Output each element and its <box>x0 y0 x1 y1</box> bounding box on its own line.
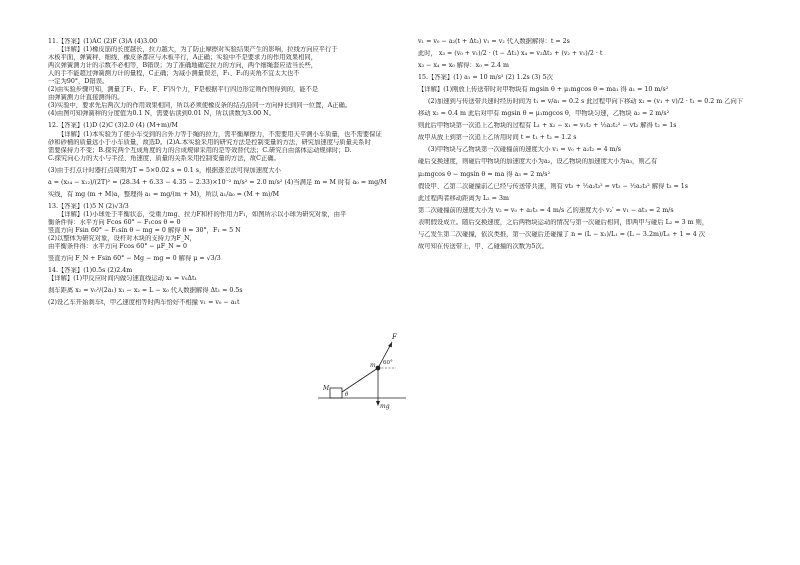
q13-line: 由平衡条件得：水平方向 Fcos 60° − μF_N = 0 <box>48 243 188 251</box>
rod-line <box>342 368 378 392</box>
question-12 <box>48 122 400 198</box>
q13-line: 【详解】(1)小球处于平衡状态，受重力mg、拉力F和杆的作用力F₁，如图所示以小球为研究对象，由平 <box>58 210 347 218</box>
q15-line: 此过程两者移动距离为 L₂ = 3m <box>418 194 509 202</box>
label-mg: mg <box>380 403 390 410</box>
q11-line: 木板平面，弹簧秤、细线、橡皮条都应与木板平行，A正确；实验中不是要求力的作用效果相同， <box>48 54 318 62</box>
q12-line: (3)由于打点计时器打点周期为T = 5×0.02 s = 0.1 s，根据逐差法可得加速度大小 <box>48 166 281 174</box>
q15-line: 故可知在传送带上，甲、乙碰撞的次数为5次。 <box>418 242 548 250</box>
block-M <box>330 388 342 398</box>
q15-line: μ₂mgcos θ − mgsin θ = ma 得 a₃ = 2 m/s² <box>418 170 551 178</box>
q14-line: 14.【答案】(1)0.5s (2)2.4m <box>48 267 133 275</box>
right-column <box>418 38 758 254</box>
force-F-arrowhead <box>388 342 392 347</box>
q11-line: 由弹簧测力计直接测得的。 <box>48 94 124 102</box>
q11-line: (4)由图可知弹簧秤的分度值为0.1 N，需要估读到0.01 N，所以读数为3.00 N。 <box>48 110 275 118</box>
q11-line: 11.【答案】(1)AC (2)F (3)A (4)3.00 <box>48 38 158 45</box>
q14b-line: x₃ − x₄ = x₀ 解得：x₀ = 2.4 m <box>418 62 510 70</box>
q11-line: 【详解】(1)橡皮筋的长度越长，拉力越大，为了防止摩擦对实验结果产生的影响，拉线方向应平行于 <box>58 46 338 54</box>
question-15 <box>418 74 758 251</box>
question-13 <box>48 203 400 263</box>
label-theta: θ <box>345 392 349 398</box>
q15-line: (2)加速到与传送带共速时经历时间为 t₁ = v/a₁ = 0.2 s 此过程甲向下移动 x₁ = (v₁ + v)/2 · t₁ = 0.2 m 乙向下 <box>428 98 744 106</box>
label-F: F <box>392 333 397 341</box>
q12-line: a = (x₃₄ − x₁₂)/(2T)² = (28.34 + 6.33 − 4.35 − 2.33)×10⁻² m/s² = 2.0 m/s² (4)当满足 m = M 时有 a₀ = mg/M <box>48 178 387 186</box>
left-column <box>48 38 400 310</box>
q15-line: 移动 x₂ = 0.4 m 此后对甲有 mgsin θ = μ₁mgcos θ，甲物块匀速，乙物块 a₂ = 2 m/s² <box>418 110 670 118</box>
q12-line: 需要保持力不变；B.探究两个互成角度的力的合成规律采用的是等效替代法；C.研究自由落体运动规律时；D. <box>48 146 352 154</box>
q12-line: 【详解】(1)本实验为了使小车受到的合外力等于绳的拉力，需平衡摩擦力，不需要用天平测小车质量，也不需要保证 <box>58 130 382 138</box>
question-14-continued <box>418 38 758 70</box>
q11-line: (2)由实验步骤可知，测量了F₁、F₂、F、F′四个力，F是根据平行四边形定则作图得到的，能不是 <box>48 86 319 94</box>
q12-line: 砂和砂桶的质量远小于小车质量，故选D。(2)A.本实验采用的研究方法是控制变量的方法，研究加速度与质量关系时 <box>48 138 371 146</box>
label-angle: 60° <box>383 360 393 366</box>
q11-line: 两次弹簧测力计的示数不必相等，B错误；为了准确地确定拉力的方向，两个细绳套应适当长些， <box>48 62 318 70</box>
q15-line: 【详解】(1)刚放上传送带时对甲物块有 mgsin θ + μ₁mgcos θ = ma₁ 得 a₁ = 10 m/s² <box>418 86 669 94</box>
q14b-line: v₁ = v₀ − a₂(t + Δt₂) v₁ = v₂ 代入数据解得：t = 2s <box>418 38 570 45</box>
q11-line: 一定为90°，D错误。 <box>48 78 109 86</box>
q13-line: 竖直方向 F_N + Fsin 60° − Mg − mg = 0 解得 μ = √3/3 <box>48 255 221 263</box>
q13-line: (2)以整体为研究对象，设杆对木块的支持力为F_N， <box>48 235 196 243</box>
q11-line: 人的手不能超过弹簧测力计的量程，C正确；为减小测量误差，F₁、F₂的夹角不宜太大也不 <box>48 70 300 78</box>
q15-line: (3)甲物块与乙物块第一次碰撞前的速度大小 v₁ = v₀ + a₂t₂ = 4 m/s <box>428 146 621 154</box>
q15-line: 则此后甲物块第一次追上乙物块的过程有 L₁ + x₂ − x₁ = v₁t₂ + ½a₂t₂² − vt₂ 解得 t₂ = 1s <box>418 122 677 130</box>
q12-line: C.探究向心力的大小与半径、角速度、质量的关系采用控制变量的方法，故C正确。 <box>48 154 280 162</box>
question-14 <box>48 267 400 307</box>
q15-line: 与乙发生第二次碰撞，依次类推，第一次碰后还碰撞了 n = (L − x₁)/L₁ = (L − 3.2m)/L₁ + 1 = 4 次 <box>418 230 706 238</box>
force-diagram <box>318 312 410 412</box>
q13-line: 13.【答案】(1)5 N (2)√3/3 <box>48 202 129 210</box>
q12-line: 实线，有 mg (m + M)a，整理得 a₁ = mg/(m + M)，所以 a₁/a₀ = (M + m)/M <box>48 190 280 198</box>
q15-line: 第二次碰撞前的速度大小为 v₂ = v₀ + a₂t₃ = 4 m/s 乙的速度大小 v₂′ = v₁ − at₃ = 2 m/s <box>418 206 674 214</box>
label-m: m <box>370 362 376 369</box>
q14-line: 【详解】(1)甲反应时间内做匀速直线运动 x₁ = v₀Δt₁ <box>48 275 198 283</box>
question-11 <box>48 38 400 118</box>
q14-line: (2)设乙车开始刹车t，甲乙速度相等时两车恰好不相撞 v₁ = v₀ − a₁t <box>48 299 240 307</box>
q13-line: 衡条件得：水平方向 Fcos 60° − F₁cos θ = 0 <box>48 218 181 226</box>
q11-line: (3)实验中，要求先后两次力的作用效果相同，所以必须使橡皮条的结点沿同一方向伸长到同一位置，A正确。 <box>48 102 352 110</box>
q14-line: 刹车距离 x₂ = v₀²/(2a₁) x₁ − x₂ = L − x₀ 代入数据解得 Δt₁ = 0.5s <box>48 287 243 295</box>
q13-line: 竖直方向 Fsin 60° − F₁sin θ − mg = 0 解得 θ = 30°，F₁ = 5 N <box>48 226 241 234</box>
q14b-line: 此时， x₃ = (v₀ + v₁)/2 · (t − Δt₂) x₄ = v₂Δt₂ + (v₂ + v₁)/2 · t <box>418 50 603 58</box>
q15-line: 假设甲、乙第二次碰撞前乙已经与传送带共速，则有 vt₃ + ½a₂t₃² = vt₃ − ½a₂t₃² 解得 t₃ = 1s <box>418 182 688 190</box>
q15-line: 碰后交换速度，则碰后甲物块的加速度大小为a₂，设乙物块的加速度大小为a₃，则乙有 <box>418 158 658 166</box>
q12-line: 12.【答案】(1)D (2)C (3)2.0 (4) (M+m)/M <box>48 122 178 130</box>
q15-line: 故甲从放上到第一次追上乙所用时间 t = t₁ + t₂ = 1.2 s <box>418 134 577 142</box>
q15-line: 表明假设成立。随后交换速度，之后两物块运动的情况与第一次碰后相同，即两甲与碰后 L₂ = 3 m 则， <box>418 218 709 226</box>
label-M: M <box>323 385 330 392</box>
q15-line: 15.【答案】(1) a₁ = 10 m/s² (2) 1.2s (3) 5次 <box>418 74 553 82</box>
